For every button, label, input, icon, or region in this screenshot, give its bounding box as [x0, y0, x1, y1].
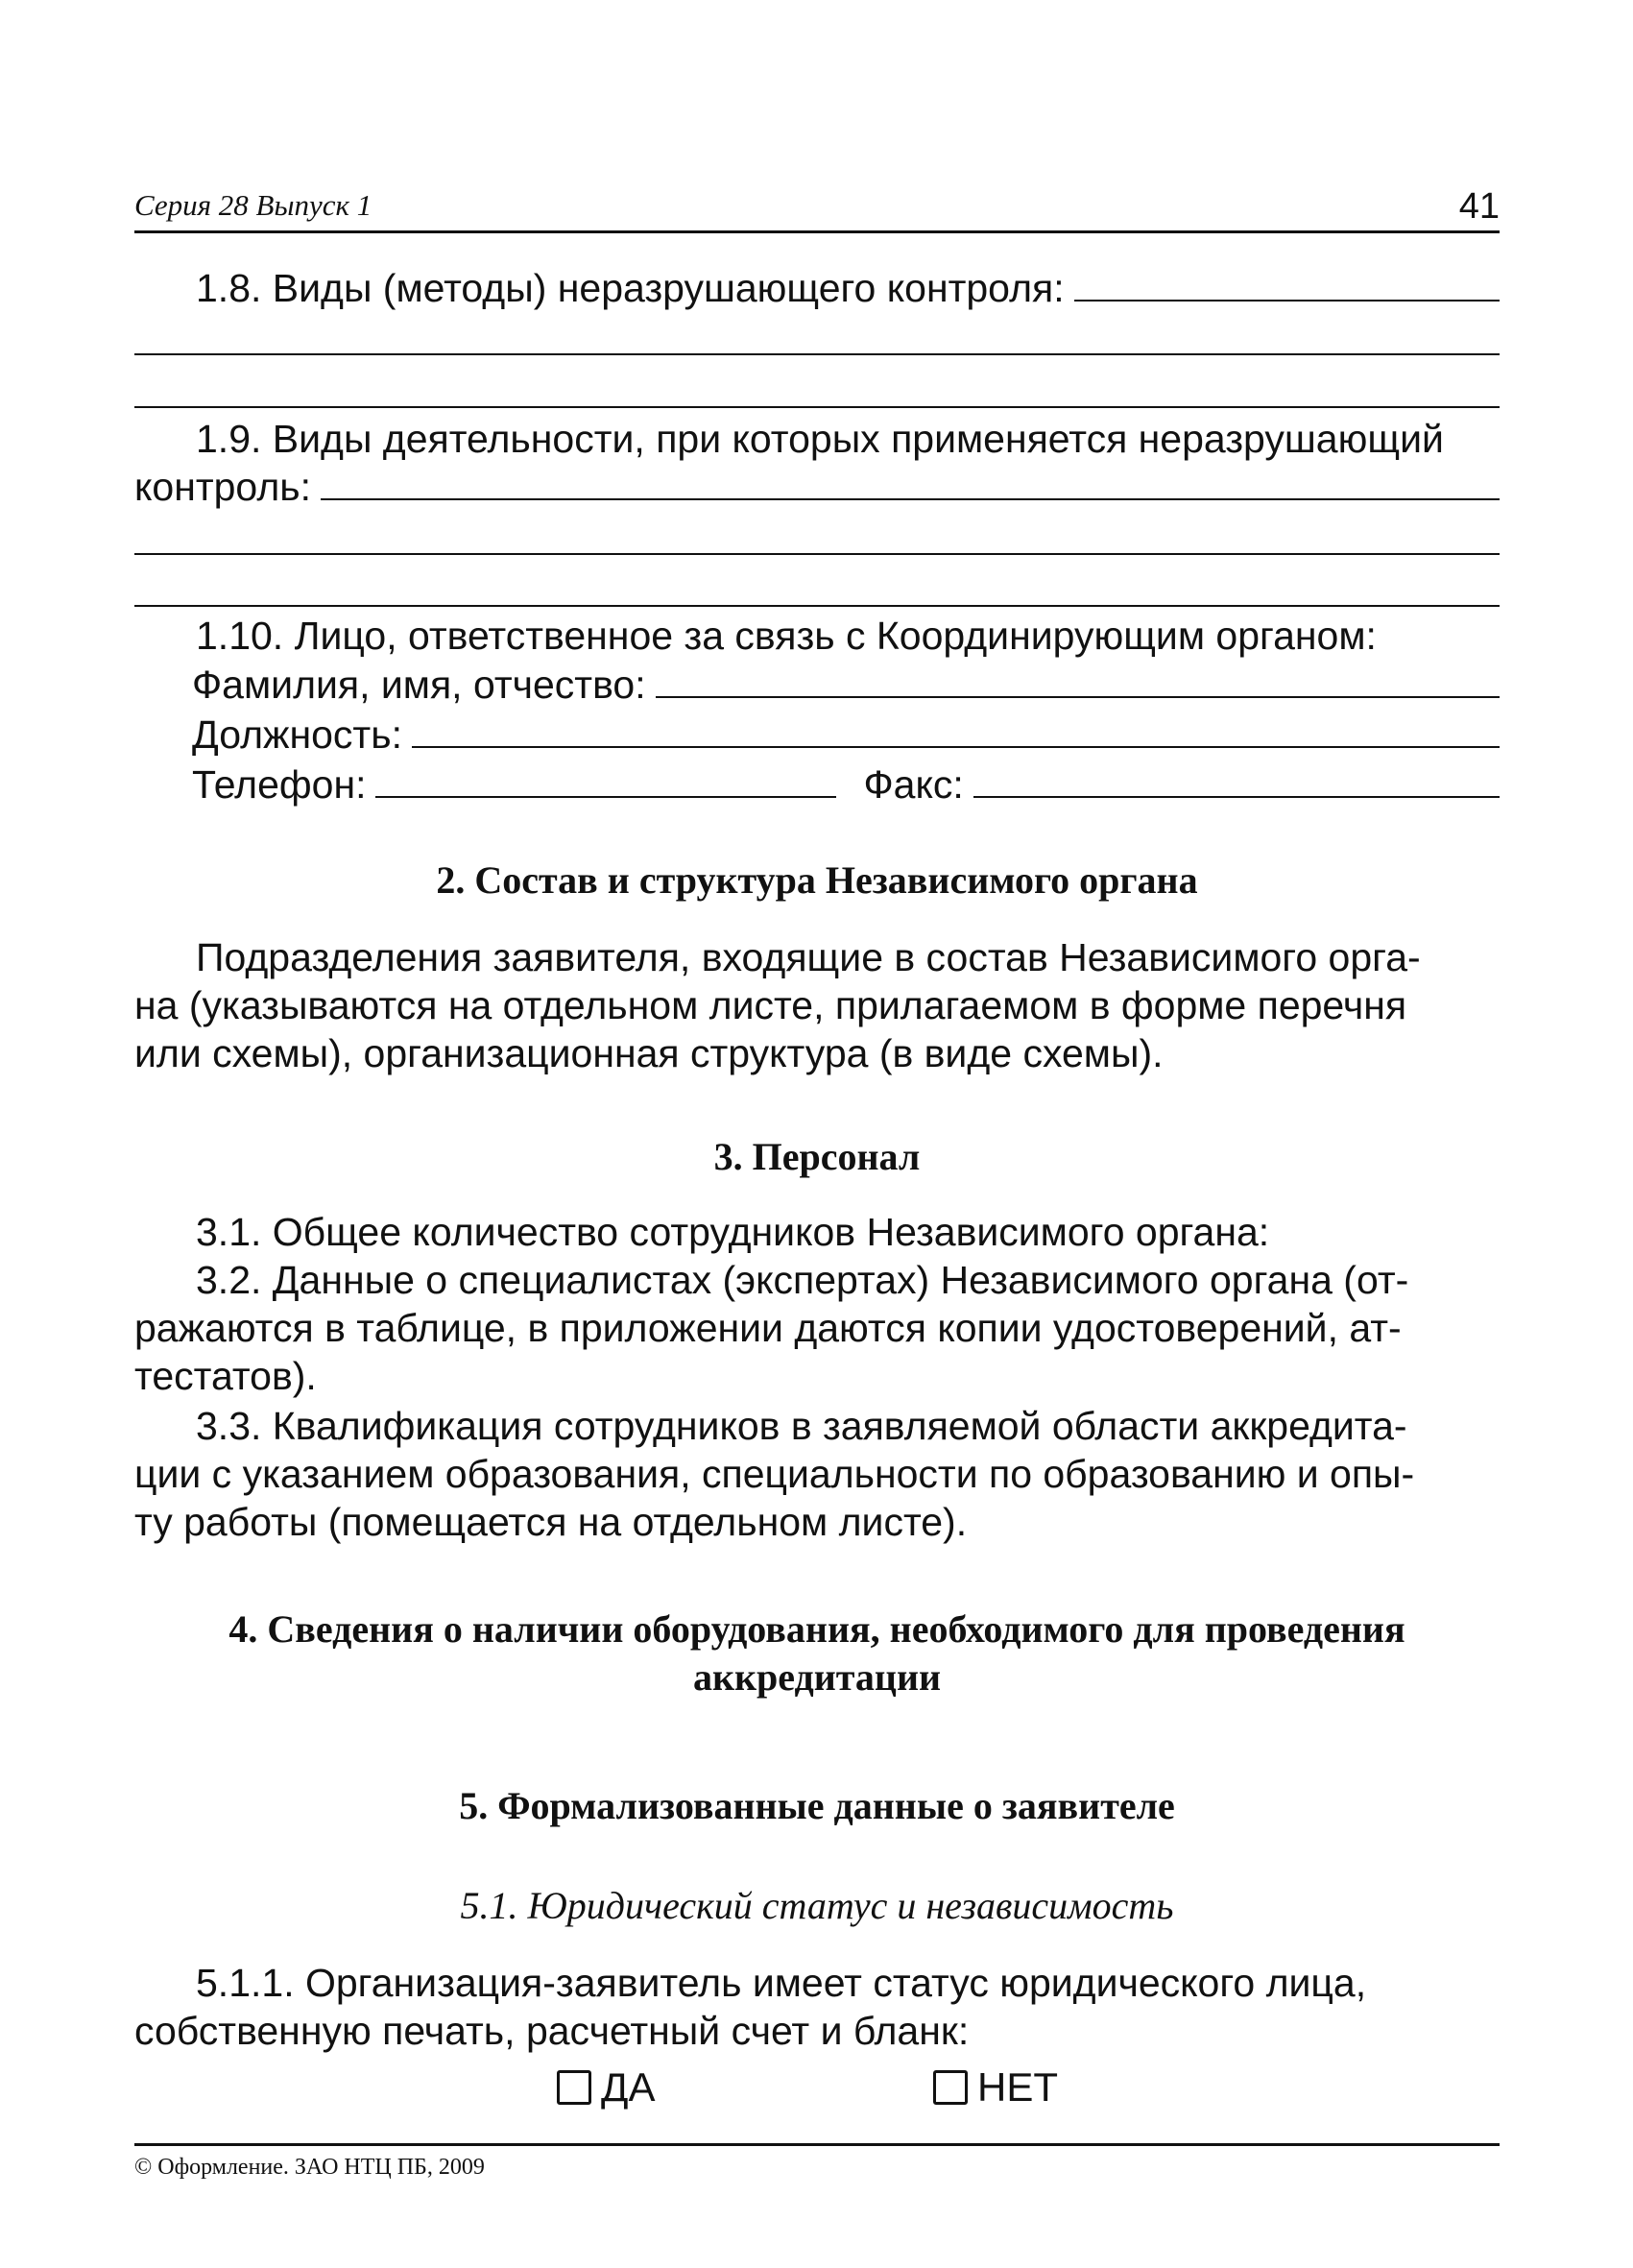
option-no-label: НЕТ	[977, 2064, 1058, 2110]
section-3-line: 3.3. Квалификация сотрудников в заявляемой области аккредита-	[196, 1404, 1407, 1448]
position-row	[134, 711, 1500, 759]
section-5-heading: 5. Формализованные данные о заявителе	[459, 1784, 1175, 1827]
section-3-line: ции с указанием образования, специальности по образованию и опы-	[134, 1452, 1415, 1496]
position-label: Должность:	[192, 712, 402, 757]
item-1-8-blank[interactable]	[1074, 267, 1500, 302]
full-name-blank[interactable]	[656, 664, 1500, 698]
fax-label: Факс:	[863, 762, 964, 807]
item-1-8	[134, 264, 1500, 312]
phone-fax-row	[134, 760, 1500, 808]
section-3-line: 3.2. Данные о специалистах (экспертах) Независимого органа (от-	[196, 1258, 1409, 1302]
page-number: 41	[1458, 186, 1500, 227]
footer-copyright: © Оформление. ЗАО НТЦ ПБ, 2009	[134, 2155, 485, 2180]
phone-blank[interactable]	[375, 763, 836, 798]
section-4-heading-line1: 4. Сведения о наличии оборудования, необходимого для проведения	[228, 1607, 1405, 1651]
item-1-10: 1.10. Лицо, ответственное за связь с Координирующим органом:	[196, 614, 1377, 658]
document-page	[134, 0, 1500, 2268]
item-1-9-line2	[134, 463, 1500, 511]
blank-line[interactable]	[134, 553, 1500, 555]
section-3-line: 3.1. Общее количество сотрудников Независимого органа:	[196, 1210, 1270, 1254]
option-yes[interactable]	[557, 2064, 655, 2111]
section-3-line: ту работы (помещается на отдельном листе).	[134, 1500, 968, 1544]
item-1-8-label: 1.8. Виды (методы) неразрушающего контроля:	[196, 266, 1065, 310]
fax-blank[interactable]	[973, 763, 1500, 798]
section-2-para-line: Подразделения заявителя, входящие в состав Независимого орга-	[196, 935, 1421, 979]
option-yes-label: ДА	[601, 2064, 656, 2110]
checkbox-icon[interactable]	[557, 2070, 591, 2105]
section-3-line: тестатов).	[134, 1354, 317, 1398]
item-1-9-line1: 1.9. Виды деятельности, при которых применяется неразрушающий	[196, 417, 1444, 461]
section-2-para-line: на (указываются на отдельном листе, прилагаемом в форме перечня	[134, 983, 1407, 1027]
blank-line[interactable]	[134, 406, 1500, 408]
section-5-1-subheading: 5.1. Юридический статус и независимость	[460, 1884, 1174, 1927]
section-3-line: ражаются в таблице, в приложении даются копии удостоверений, ат-	[134, 1306, 1402, 1350]
section-4-heading-line2: аккредитации	[692, 1655, 942, 1699]
section-2-para-line: или схемы), организационная структура (в виде схемы).	[134, 1031, 1164, 1075]
blank-line[interactable]	[134, 605, 1500, 607]
checkbox-icon[interactable]	[933, 2070, 968, 2105]
item-1-9-blank[interactable]	[321, 466, 1500, 500]
phone-label: Телефон:	[192, 762, 367, 807]
section-3-heading: 3. Персонал	[713, 1135, 921, 1178]
item-1-9-label: контроль:	[134, 465, 311, 509]
section-5-line: собственную печать, расчетный счет и бланк:	[134, 2009, 970, 2053]
running-header	[134, 188, 1500, 233]
blank-line[interactable]	[134, 353, 1500, 355]
section-5-line: 5.1.1. Организация-заявитель имеет статус юридического лица,	[196, 1961, 1367, 2005]
yes-no-choices	[134, 2064, 1500, 2118]
series-label: Серия 28 Выпуск 1	[134, 188, 372, 222]
position-blank[interactable]	[412, 713, 1500, 748]
full-name-row	[134, 661, 1500, 709]
section-2-heading: 2. Состав и структура Независимого органа	[436, 858, 1198, 902]
option-no[interactable]	[933, 2064, 1058, 2111]
footer-rule	[134, 2143, 1500, 2146]
full-name-label: Фамилия, имя, отчество:	[192, 663, 646, 707]
